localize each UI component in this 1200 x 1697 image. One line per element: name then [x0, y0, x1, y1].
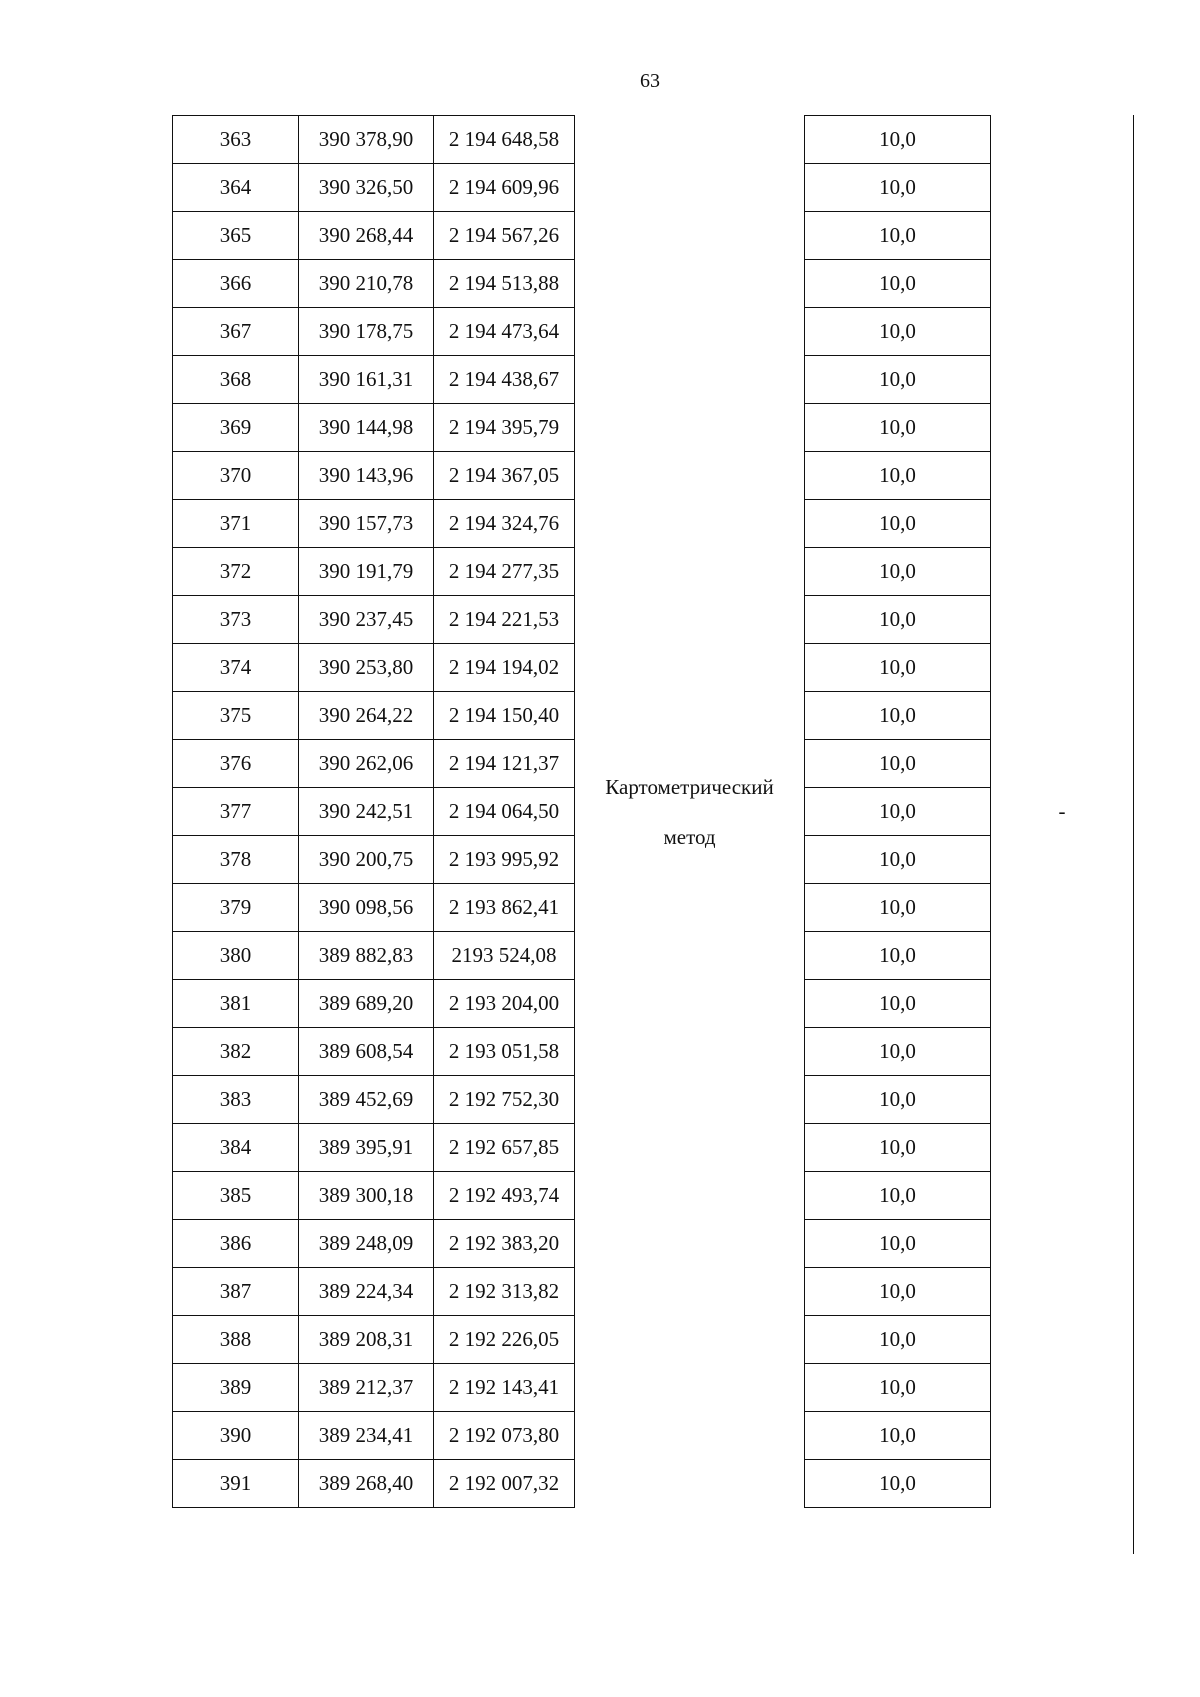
point-number-cell: 373: [173, 596, 299, 644]
point-number-cell: 384: [173, 1124, 299, 1172]
point-number-cell: 388: [173, 1316, 299, 1364]
method-text: [575, 762, 804, 862]
y-coordinate-cell: 2 194 648,58: [434, 116, 575, 164]
y-coordinate-cell: 2 194 150,40: [434, 692, 575, 740]
y-coordinate-cell: 2 192 383,20: [434, 1220, 575, 1268]
y-coordinate-cell: 2 194 221,53: [434, 596, 575, 644]
accuracy-cell: 10,0: [805, 1412, 991, 1460]
coordinates-table: [172, 115, 1133, 1508]
accuracy-cell: 10,0: [805, 932, 991, 980]
point-number-cell: 375: [173, 692, 299, 740]
accuracy-cell: 10,0: [805, 1028, 991, 1076]
accuracy-cell: 10,0: [805, 260, 991, 308]
x-coordinate-cell: 390 268,44: [299, 212, 434, 260]
x-coordinate-cell: 390 262,06: [299, 740, 434, 788]
accuracy-cell: 10,0: [805, 692, 991, 740]
accuracy-cell: 10,0: [805, 308, 991, 356]
point-number-cell: 370: [173, 452, 299, 500]
x-coordinate-cell: 389 608,54: [299, 1028, 434, 1076]
accuracy-cell: 10,0: [805, 356, 991, 404]
x-coordinate-cell: 389 234,41: [299, 1412, 434, 1460]
point-number-cell: 367: [173, 308, 299, 356]
y-coordinate-cell: 2 192 226,05: [434, 1316, 575, 1364]
y-coordinate-cell: 2 194 064,50: [434, 788, 575, 836]
accuracy-cell: 10,0: [805, 596, 991, 644]
point-number-cell: 371: [173, 500, 299, 548]
accuracy-cell: 10,0: [805, 116, 991, 164]
y-coordinate-cell: 2 194 194,02: [434, 644, 575, 692]
x-coordinate-cell: 389 395,91: [299, 1124, 434, 1172]
point-number-cell: 385: [173, 1172, 299, 1220]
x-coordinate-cell: 390 098,56: [299, 884, 434, 932]
accuracy-cell: 10,0: [805, 548, 991, 596]
x-coordinate-cell: 389 212,37: [299, 1364, 434, 1412]
x-coordinate-cell: 390 200,75: [299, 836, 434, 884]
point-number-cell: 381: [173, 980, 299, 1028]
x-coordinate-cell: 389 452,69: [299, 1076, 434, 1124]
x-coordinate-cell: 390 143,96: [299, 452, 434, 500]
point-number-cell: 379: [173, 884, 299, 932]
accuracy-cell: 10,0: [805, 980, 991, 1028]
accuracy-cell: 10,0: [805, 1268, 991, 1316]
y-coordinate-cell: 2 194 513,88: [434, 260, 575, 308]
accuracy-cell: 10,0: [805, 1316, 991, 1364]
x-coordinate-cell: 390 210,78: [299, 260, 434, 308]
accuracy-cell: 10,0: [805, 212, 991, 260]
accuracy-cell: 10,0: [805, 836, 991, 884]
accuracy-cell: 10,0: [805, 1364, 991, 1412]
y-coordinate-cell: 2 192 657,85: [434, 1124, 575, 1172]
x-coordinate-cell: 389 208,31: [299, 1316, 434, 1364]
point-number-cell: 387: [173, 1268, 299, 1316]
x-coordinate-cell: 390 144,98: [299, 404, 434, 452]
point-number-cell: 376: [173, 740, 299, 788]
note-dash: -: [1058, 799, 1066, 823]
point-number-cell: 383: [173, 1076, 299, 1124]
point-number-cell: 369: [173, 404, 299, 452]
accuracy-cell: 10,0: [805, 1172, 991, 1220]
point-number-cell: 390: [173, 1412, 299, 1460]
y-coordinate-cell: 2 192 752,30: [434, 1076, 575, 1124]
y-coordinate-cell: 2 192 073,80: [434, 1412, 575, 1460]
table-body: [173, 116, 1134, 1508]
accuracy-cell: 10,0: [805, 1460, 991, 1508]
accuracy-cell: 10,0: [805, 404, 991, 452]
accuracy-cell: 10,0: [805, 164, 991, 212]
y-coordinate-cell: 2 194 395,79: [434, 404, 575, 452]
accuracy-cell: 10,0: [805, 1076, 991, 1124]
point-number-cell: 368: [173, 356, 299, 404]
y-coordinate-cell: 2 194 473,64: [434, 308, 575, 356]
y-coordinate-cell: 2 194 567,26: [434, 212, 575, 260]
y-coordinate-cell: 2 193 995,92: [434, 836, 575, 884]
point-number-cell: 377: [173, 788, 299, 836]
y-coordinate-cell: 2 192 313,82: [434, 1268, 575, 1316]
method-cell: [575, 116, 805, 1508]
x-coordinate-cell: 389 268,40: [299, 1460, 434, 1508]
point-number-cell: 382: [173, 1028, 299, 1076]
method-line: Картометрический: [605, 774, 774, 799]
point-number-cell: 365: [173, 212, 299, 260]
x-coordinate-cell: 390 264,22: [299, 692, 434, 740]
x-coordinate-cell: 389 224,34: [299, 1268, 434, 1316]
x-coordinate-cell: 390 326,50: [299, 164, 434, 212]
x-coordinate-cell: 390 191,79: [299, 548, 434, 596]
page-number: 63: [640, 70, 660, 92]
accuracy-cell: 10,0: [805, 1124, 991, 1172]
y-coordinate-cell: 2 192 143,41: [434, 1364, 575, 1412]
accuracy-cell: 10,0: [805, 740, 991, 788]
x-coordinate-cell: 390 253,80: [299, 644, 434, 692]
point-number-cell: 374: [173, 644, 299, 692]
note-cell: [991, 116, 1134, 1508]
accuracy-cell: 10,0: [805, 452, 991, 500]
accuracy-cell: 10,0: [805, 644, 991, 692]
point-number-cell: 386: [173, 1220, 299, 1268]
point-number-cell: 378: [173, 836, 299, 884]
x-coordinate-cell: 389 882,83: [299, 932, 434, 980]
y-coordinate-cell: 2 192 493,74: [434, 1172, 575, 1220]
x-coordinate-cell: 390 161,31: [299, 356, 434, 404]
x-coordinate-cell: 390 378,90: [299, 116, 434, 164]
y-coordinate-cell: 2 193 862,41: [434, 884, 575, 932]
x-coordinate-cell: 390 157,73: [299, 500, 434, 548]
y-coordinate-cell: 2 194 367,05: [434, 452, 575, 500]
x-coordinate-cell: 390 178,75: [299, 308, 434, 356]
accuracy-cell: 10,0: [805, 884, 991, 932]
table-row: [173, 116, 1134, 164]
y-coordinate-cell: 2 193 204,00: [434, 980, 575, 1028]
y-coordinate-cell: 2 194 438,67: [434, 356, 575, 404]
x-coordinate-cell: 390 237,45: [299, 596, 434, 644]
accuracy-cell: 10,0: [805, 788, 991, 836]
y-coordinate-cell: 2 194 277,35: [434, 548, 575, 596]
accuracy-cell: 10,0: [805, 500, 991, 548]
method-line: метод: [663, 824, 716, 849]
point-number-cell: 380: [173, 932, 299, 980]
point-number-cell: 372: [173, 548, 299, 596]
y-coordinate-cell: 2 194 121,37: [434, 740, 575, 788]
y-coordinate-cell: 2 194 324,76: [434, 500, 575, 548]
x-coordinate-cell: 389 300,18: [299, 1172, 434, 1220]
right-border-line: [1133, 115, 1134, 1554]
y-coordinate-cell: 2193 524,08: [434, 932, 575, 980]
point-number-cell: 391: [173, 1460, 299, 1508]
y-coordinate-cell: 2 194 609,96: [434, 164, 575, 212]
accuracy-cell: 10,0: [805, 1220, 991, 1268]
x-coordinate-cell: 390 242,51: [299, 788, 434, 836]
y-coordinate-cell: 2 193 051,58: [434, 1028, 575, 1076]
x-coordinate-cell: 389 248,09: [299, 1220, 434, 1268]
y-coordinate-cell: 2 192 007,32: [434, 1460, 575, 1508]
x-coordinate-cell: 389 689,20: [299, 980, 434, 1028]
point-number-cell: 363: [173, 116, 299, 164]
point-number-cell: 366: [173, 260, 299, 308]
point-number-cell: 389: [173, 1364, 299, 1412]
point-number-cell: 364: [173, 164, 299, 212]
